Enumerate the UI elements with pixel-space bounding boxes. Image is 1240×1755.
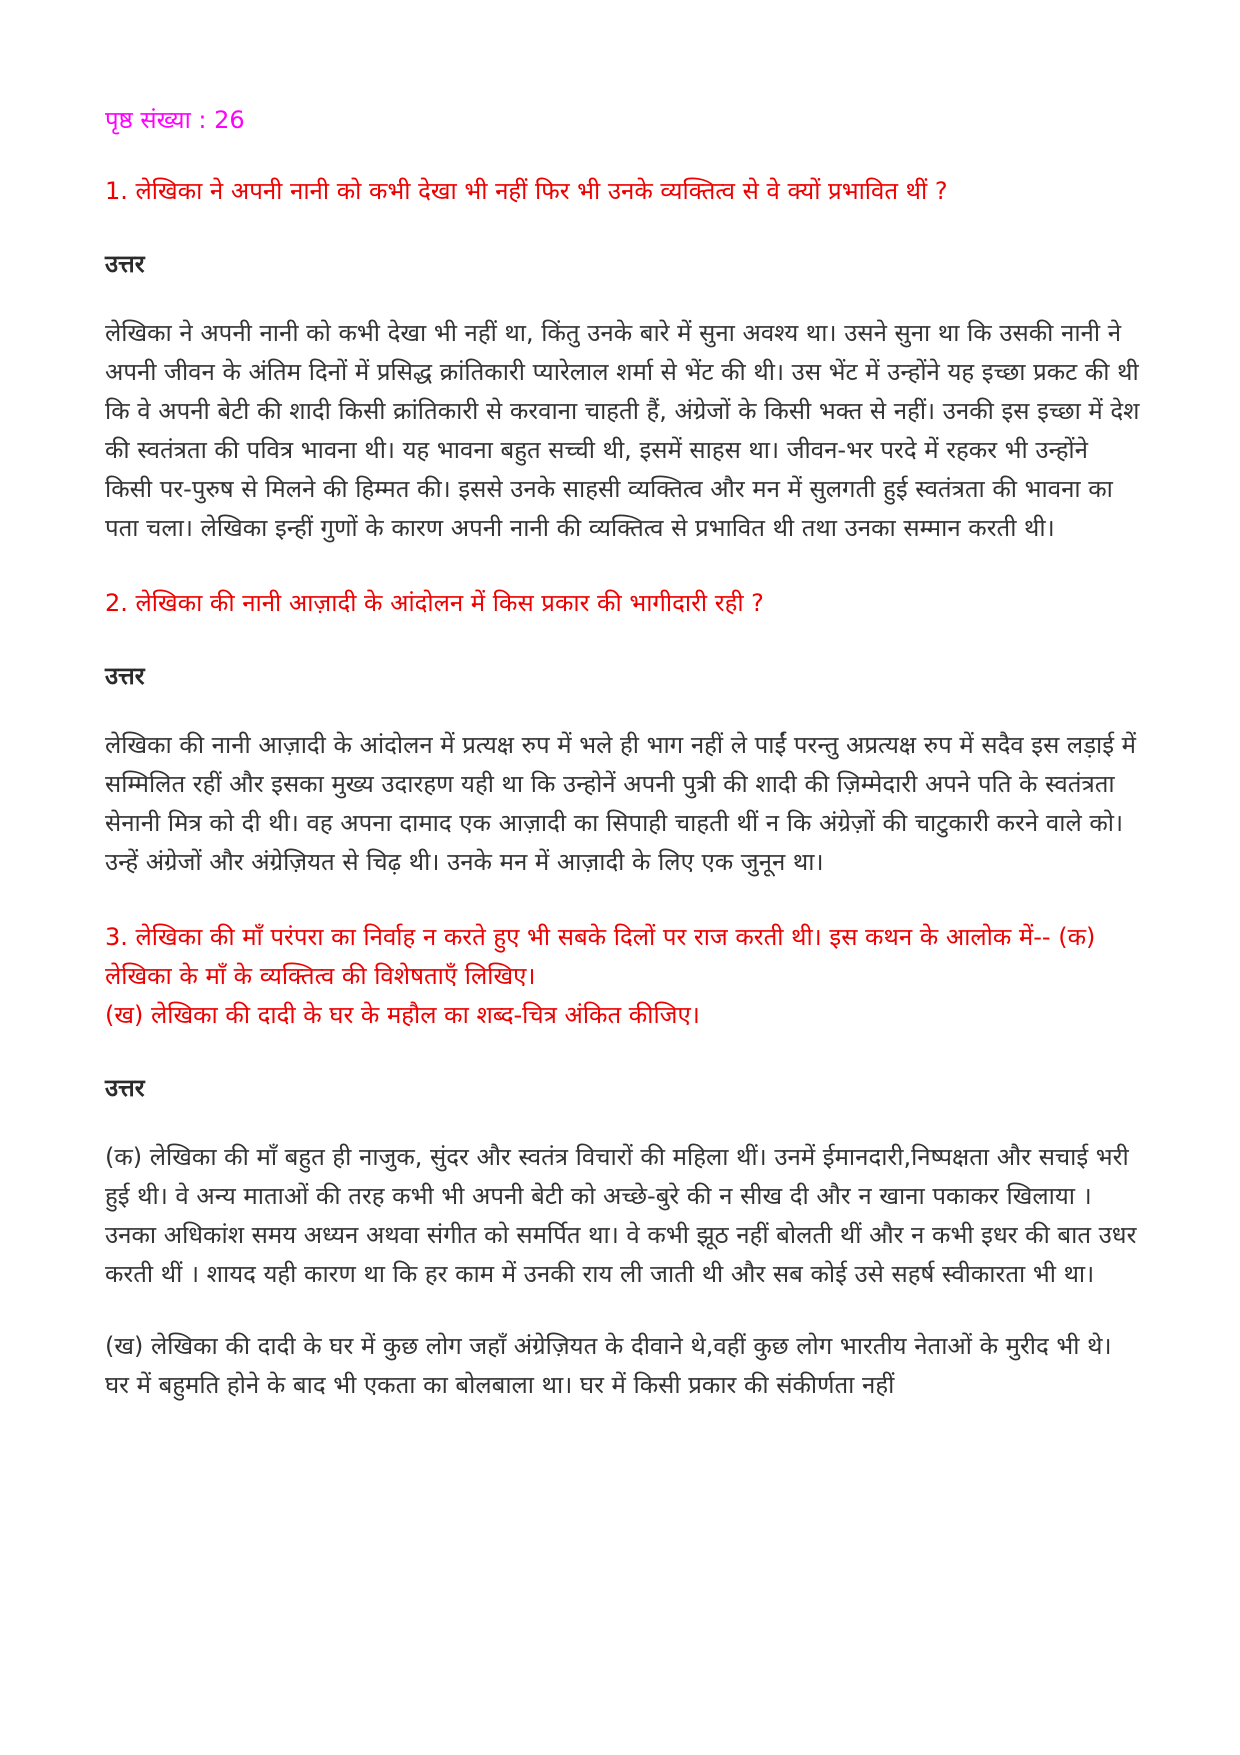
answer-3-paragraph-kha: (ख) लेखिका की दादी के घर में कुछ लोग जहाँ अंग्रेज़ियत के दीवाने थे,वहीं कुछ लोग भारतीय नेताओं के मुरीद भी थे। घर में बहुमति होने के बाद भी एकता का बोलबाला था। घर में किसी प्रकार की संकीर्णता नहीं (105, 1332, 1112, 1399)
answer-heading-2: उत्तर (105, 662, 145, 690)
question-1-text: 1. लेखिका ने अपनी नानी को कभी देखा भी नहीं फिर भी उनके व्यक्तित्व से वे क्यों प्रभावित थीं ? (105, 177, 948, 205)
qa-block-3 (105, 918, 1140, 1405)
answer-heading-1: उत्तर (105, 250, 145, 278)
answer-1-paragraph: लेखिका ने अपनी नानी को कभी देखा भी नहीं था, किंतु उनके बारे में सुना अवश्य था। उसने सुना था कि उसकी नानी ने अपनी जीवन के अंतिम दिनों में प्रसिद्ध क्रांतिकारी प्यारेलाल शर्मा से भेंट की थी। उस भेंट में उन्होंने यह इच्छा प्रकट की थी कि वे अपनी बेटी की शादी किसी क्रांतिकारी से करवाना चाहती हैं, अंग्रेजों के किसी भक्त से नहीं। उनकी इस इच्छा में देश की स्वतंत्रता की पवित्र भावना थी। यह भावना बहुत सच्ची थी, इसमें साहस था। जीवन-भर परदे में रहकर भी उन्होंने किसी पर-पुरुष से मिलने की हिम्मत की। इससे उनके साहसी व्यक्तित्व और मन में सुलगती हुई स्वतंत्रता की भावना का पता चला। लेखिका इन्हीं गुणों के कारण अपनी नानी की व्यक्तित्व से प्रभावित थी तथा उनका सम्मान करती थी। (105, 319, 1140, 542)
question-2 (105, 584, 1140, 623)
question-1 (105, 172, 1140, 211)
question-2-text: 2. लेखिका की नानी आज़ादी के आंदोलन में किस प्रकार की भागीदारी रही ? (105, 589, 764, 617)
qa-block-1 (105, 172, 1140, 548)
question-3-text-part-a: 3. लेखिका की माँ परंपरा का निर्वाह न करते हुए भी सबके दिलों पर राज करती थी। इस कथन के आलोक में-- (क) लेखिका के माँ के व्यक्तित्व की विशेषताएँ लिखिए। (105, 923, 1096, 990)
answer-2-paragraph: लेखिका की नानी आज़ादी के आंदोलन में प्रत्यक्ष रुप में भले ही भाग नहीं ले पाईं परन्तु अप्रत्यक्ष रुप में सदैव इस लड़ाई में सम्मिलित रहीं और इसका मुख्य उदारहण यही था कि उन्होनें अपनी पुत्री की शादी की ज़िम्मेदारी अपने पति के स्वतंत्रता सेनानी मित्र को दी थी। वह अपना दामाद एक आज़ादी का सिपाही चाहती थीं न कि अंग्रेज़ों की चाटुकारी करने वाले को। उन्हें अंग्रेजों और अंग्रेज़ियत से चिढ़ थी। उनके मन में आज़ादी के लिए एक जुनून था। (105, 731, 1137, 876)
qa-block-2 (105, 584, 1140, 882)
page-number: पृष्ठ संख्या : 26 (105, 106, 245, 134)
answer-3-paragraph-ka: (क) लेखिका की माँ बहुत ही नाजुक, सुंदर और स्वतंत्र विचारों की महिला थीं। उनमें ईमानदारी,निष्पक्षता और सचाई भरी हुई थी। वे अन्य माताओं की तरह कभी भी अपनी बेटी को अच्छे-बुरे की न सीख दी और न खाना पकाकर खिलाया । उनका अधिकांश समय अध्यन अथवा संगीत को समर्पित था। वे कभी झूठ नहीं बोलती थीं और न कभी इधर की बात उधर करती थीं । शायद यही कारण था कि हर काम में उनकी राय ली जाती थी और सब कोई उसे सहर्ष स्वीकारता भी था। (105, 1143, 1137, 1288)
question-3-text-part-b: (ख) लेखिका की दादी के घर के महौल का शब्द-चित्र अंकित कीजिए। (105, 1001, 700, 1029)
question-3 (105, 918, 1140, 1035)
answer-heading-3: उत्तर (105, 1074, 145, 1102)
